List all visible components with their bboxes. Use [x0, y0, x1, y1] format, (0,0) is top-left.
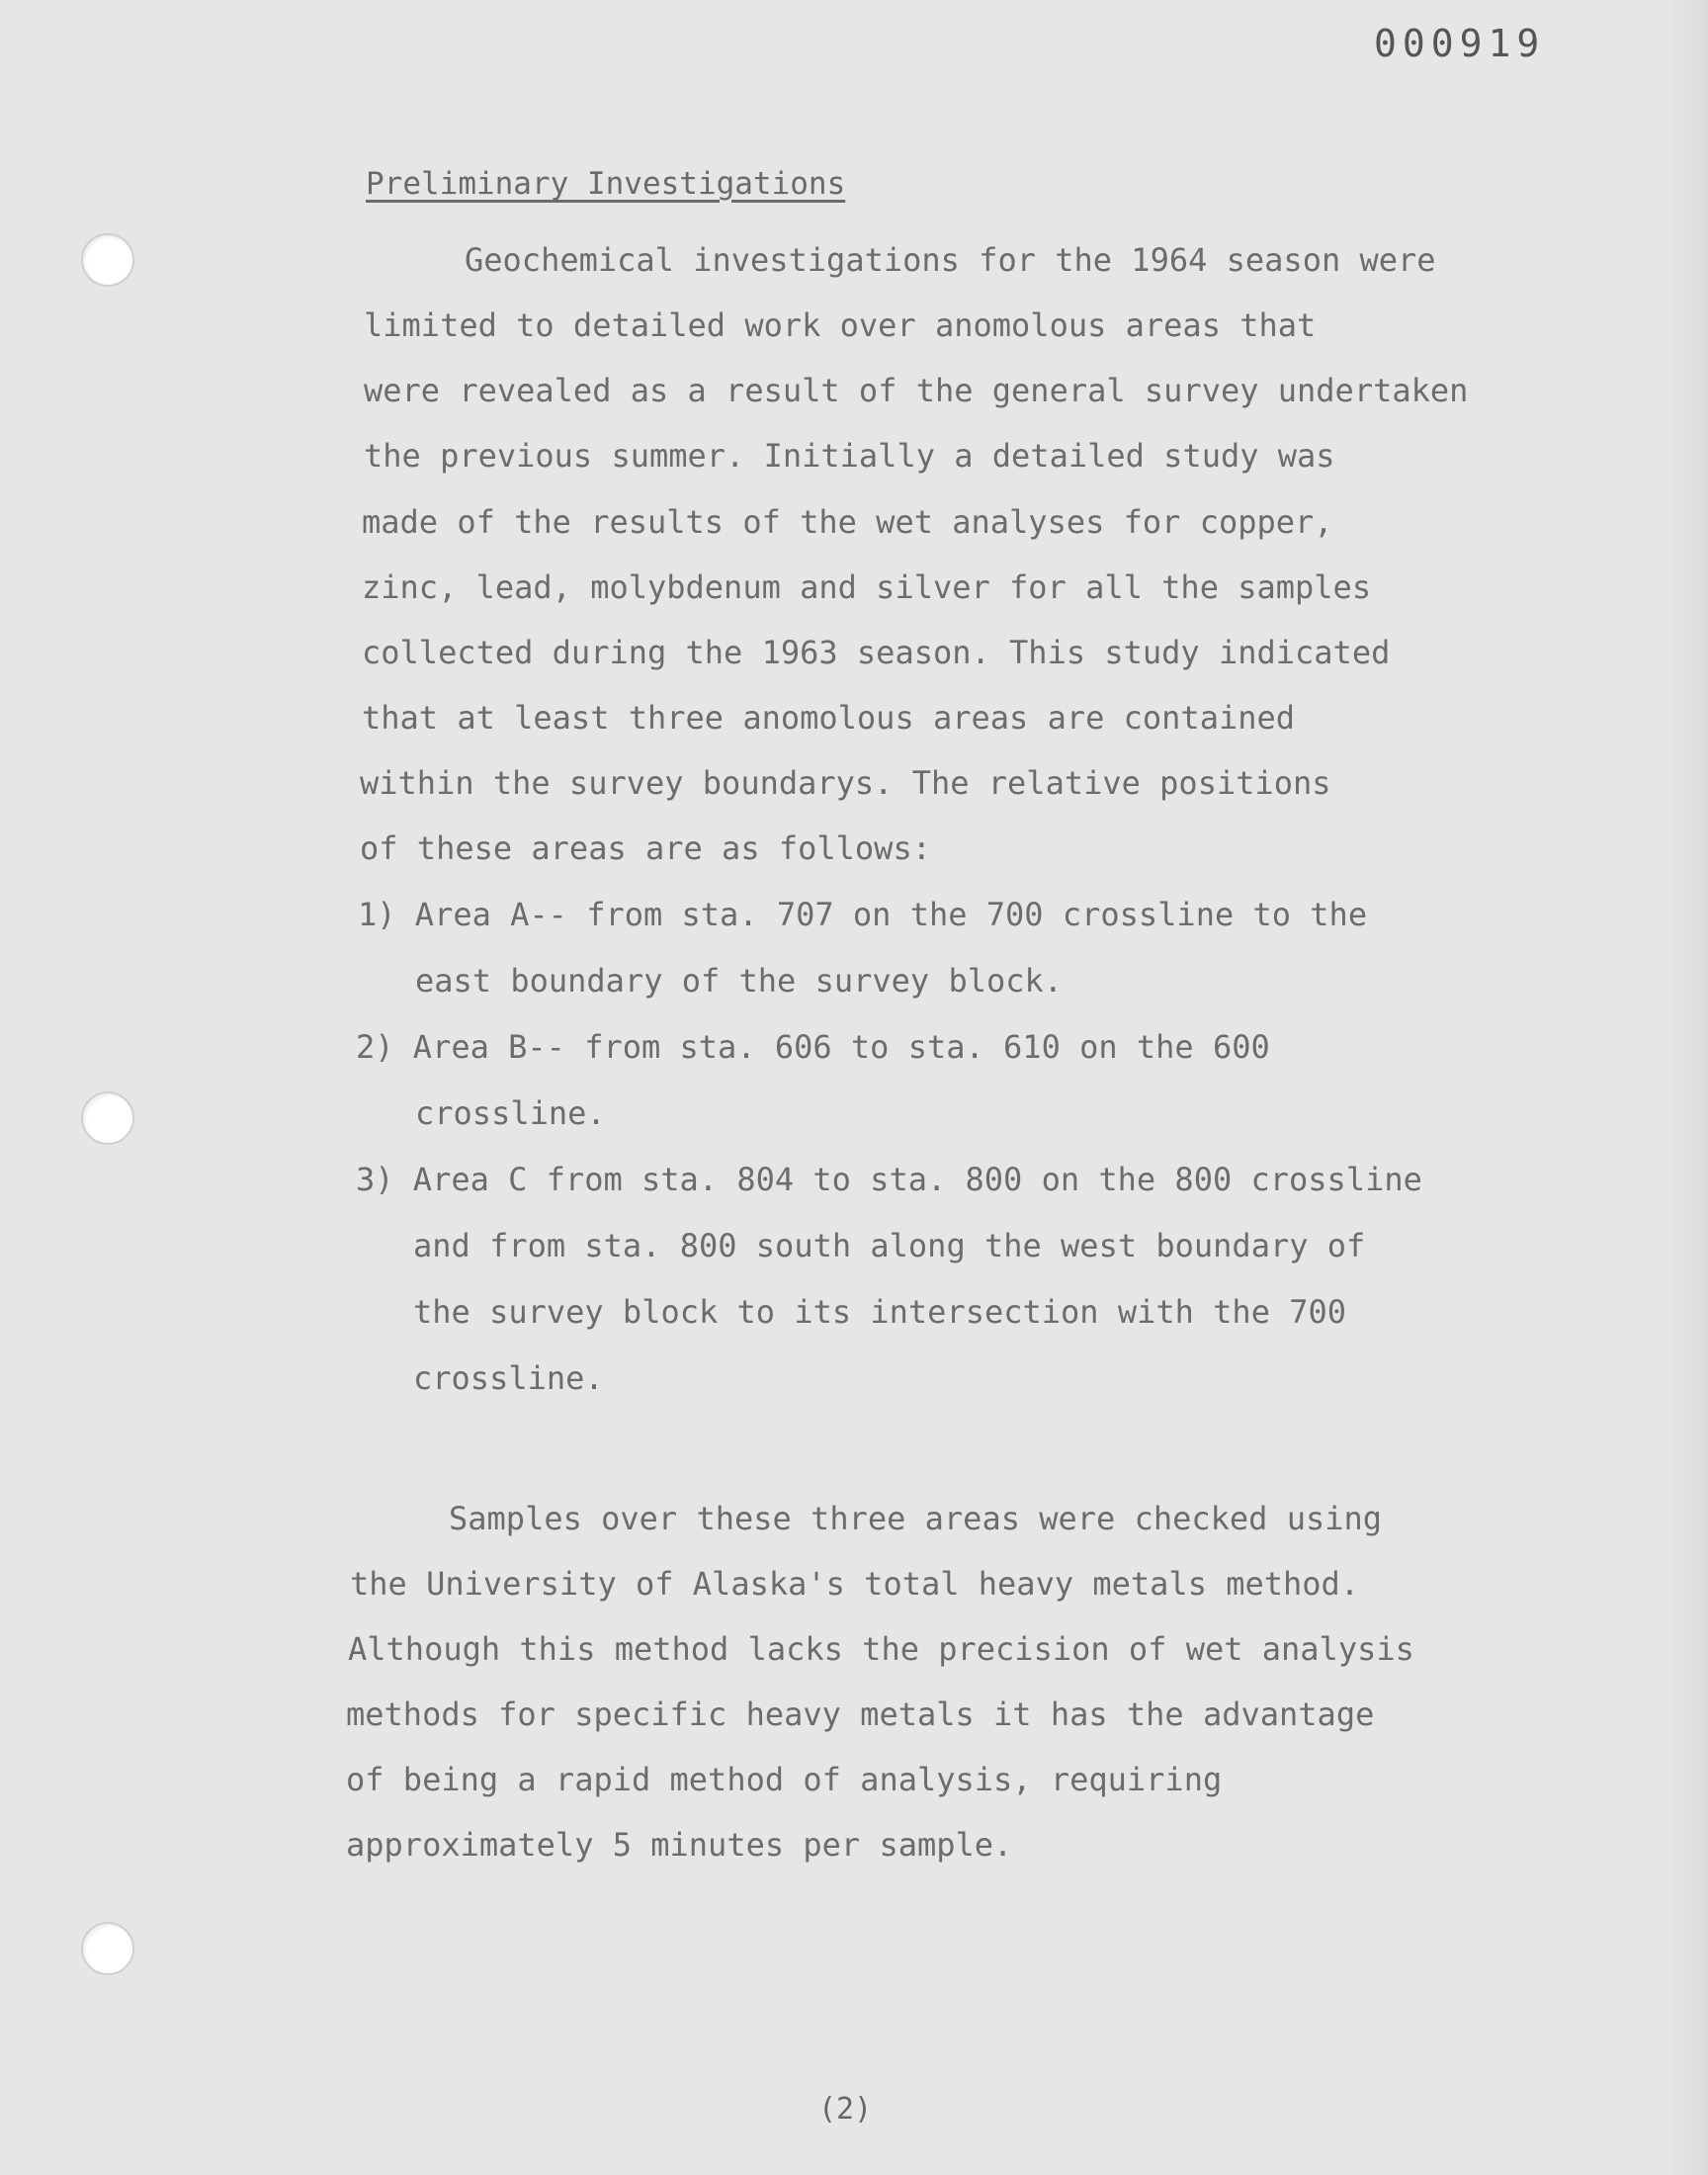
- paragraph-1-line: that at least three anomolous areas are contained: [362, 699, 1296, 737]
- paragraph-1-line: zinc, lead, molybdenum and silver for all the samples: [362, 568, 1372, 606]
- list-item-continuation: east boundary of the survey block.: [415, 962, 1064, 1000]
- paragraph-1-line: Geochemical investigations for the 1964 season were: [465, 241, 1436, 279]
- punch-hole-top: [81, 233, 134, 287]
- paragraph-1-line: within the survey boundarys. The relative positions: [360, 764, 1331, 802]
- punch-hole-middle: [81, 1091, 134, 1145]
- list-item-continuation: and from sta. 800 south along the west boundary of: [413, 1227, 1366, 1264]
- paragraph-1-line: were revealed as a result of the general survey undertaken: [364, 372, 1469, 409]
- paragraph-1-line: of these areas are as follows:: [360, 829, 931, 867]
- paragraph-2-line: Samples over these three areas were checked using: [449, 1500, 1383, 1537]
- list-item: 2) Area B-- from sta. 606 to sta. 610 on the 600: [356, 1028, 1270, 1066]
- list-item-continuation: the survey block to its intersection with the 700: [413, 1293, 1347, 1331]
- list-item: 1) Area A-- from sta. 707 on the 700 crossline to the: [358, 896, 1368, 933]
- paragraph-2-line: methods for specific heavy metals it has the advantage: [346, 1696, 1375, 1733]
- paragraph-2-line: Although this method lacks the precision of wet analysis: [348, 1630, 1414, 1668]
- paragraph-1-line: collected during the 1963 season. This study indicated: [362, 634, 1391, 671]
- paragraph-2-line: of being a rapid method of analysis, requiring: [346, 1761, 1223, 1798]
- page-number: (2): [818, 2092, 873, 2127]
- paragraph-2-line: approximately 5 minutes per sample.: [346, 1826, 1013, 1864]
- section-heading: Preliminary Investigations: [366, 166, 846, 202]
- paragraph-1-line: limited to detailed work over anomolous areas that: [364, 306, 1317, 344]
- document-number: 000919: [1374, 22, 1546, 65]
- list-item-continuation: crossline.: [415, 1094, 606, 1132]
- paragraph-1-line: the previous summer. Initially a detailed study was: [364, 437, 1335, 475]
- list-item-continuation: crossline.: [413, 1359, 604, 1397]
- list-item: 3) Area C from sta. 804 to sta. 800 on the 800 crossline: [356, 1161, 1422, 1198]
- punch-hole-bottom: [81, 1922, 134, 1975]
- paragraph-1-line: made of the results of the wet analyses for copper,: [362, 503, 1333, 541]
- paragraph-2-line: the University of Alaska's total heavy metals method.: [350, 1565, 1360, 1603]
